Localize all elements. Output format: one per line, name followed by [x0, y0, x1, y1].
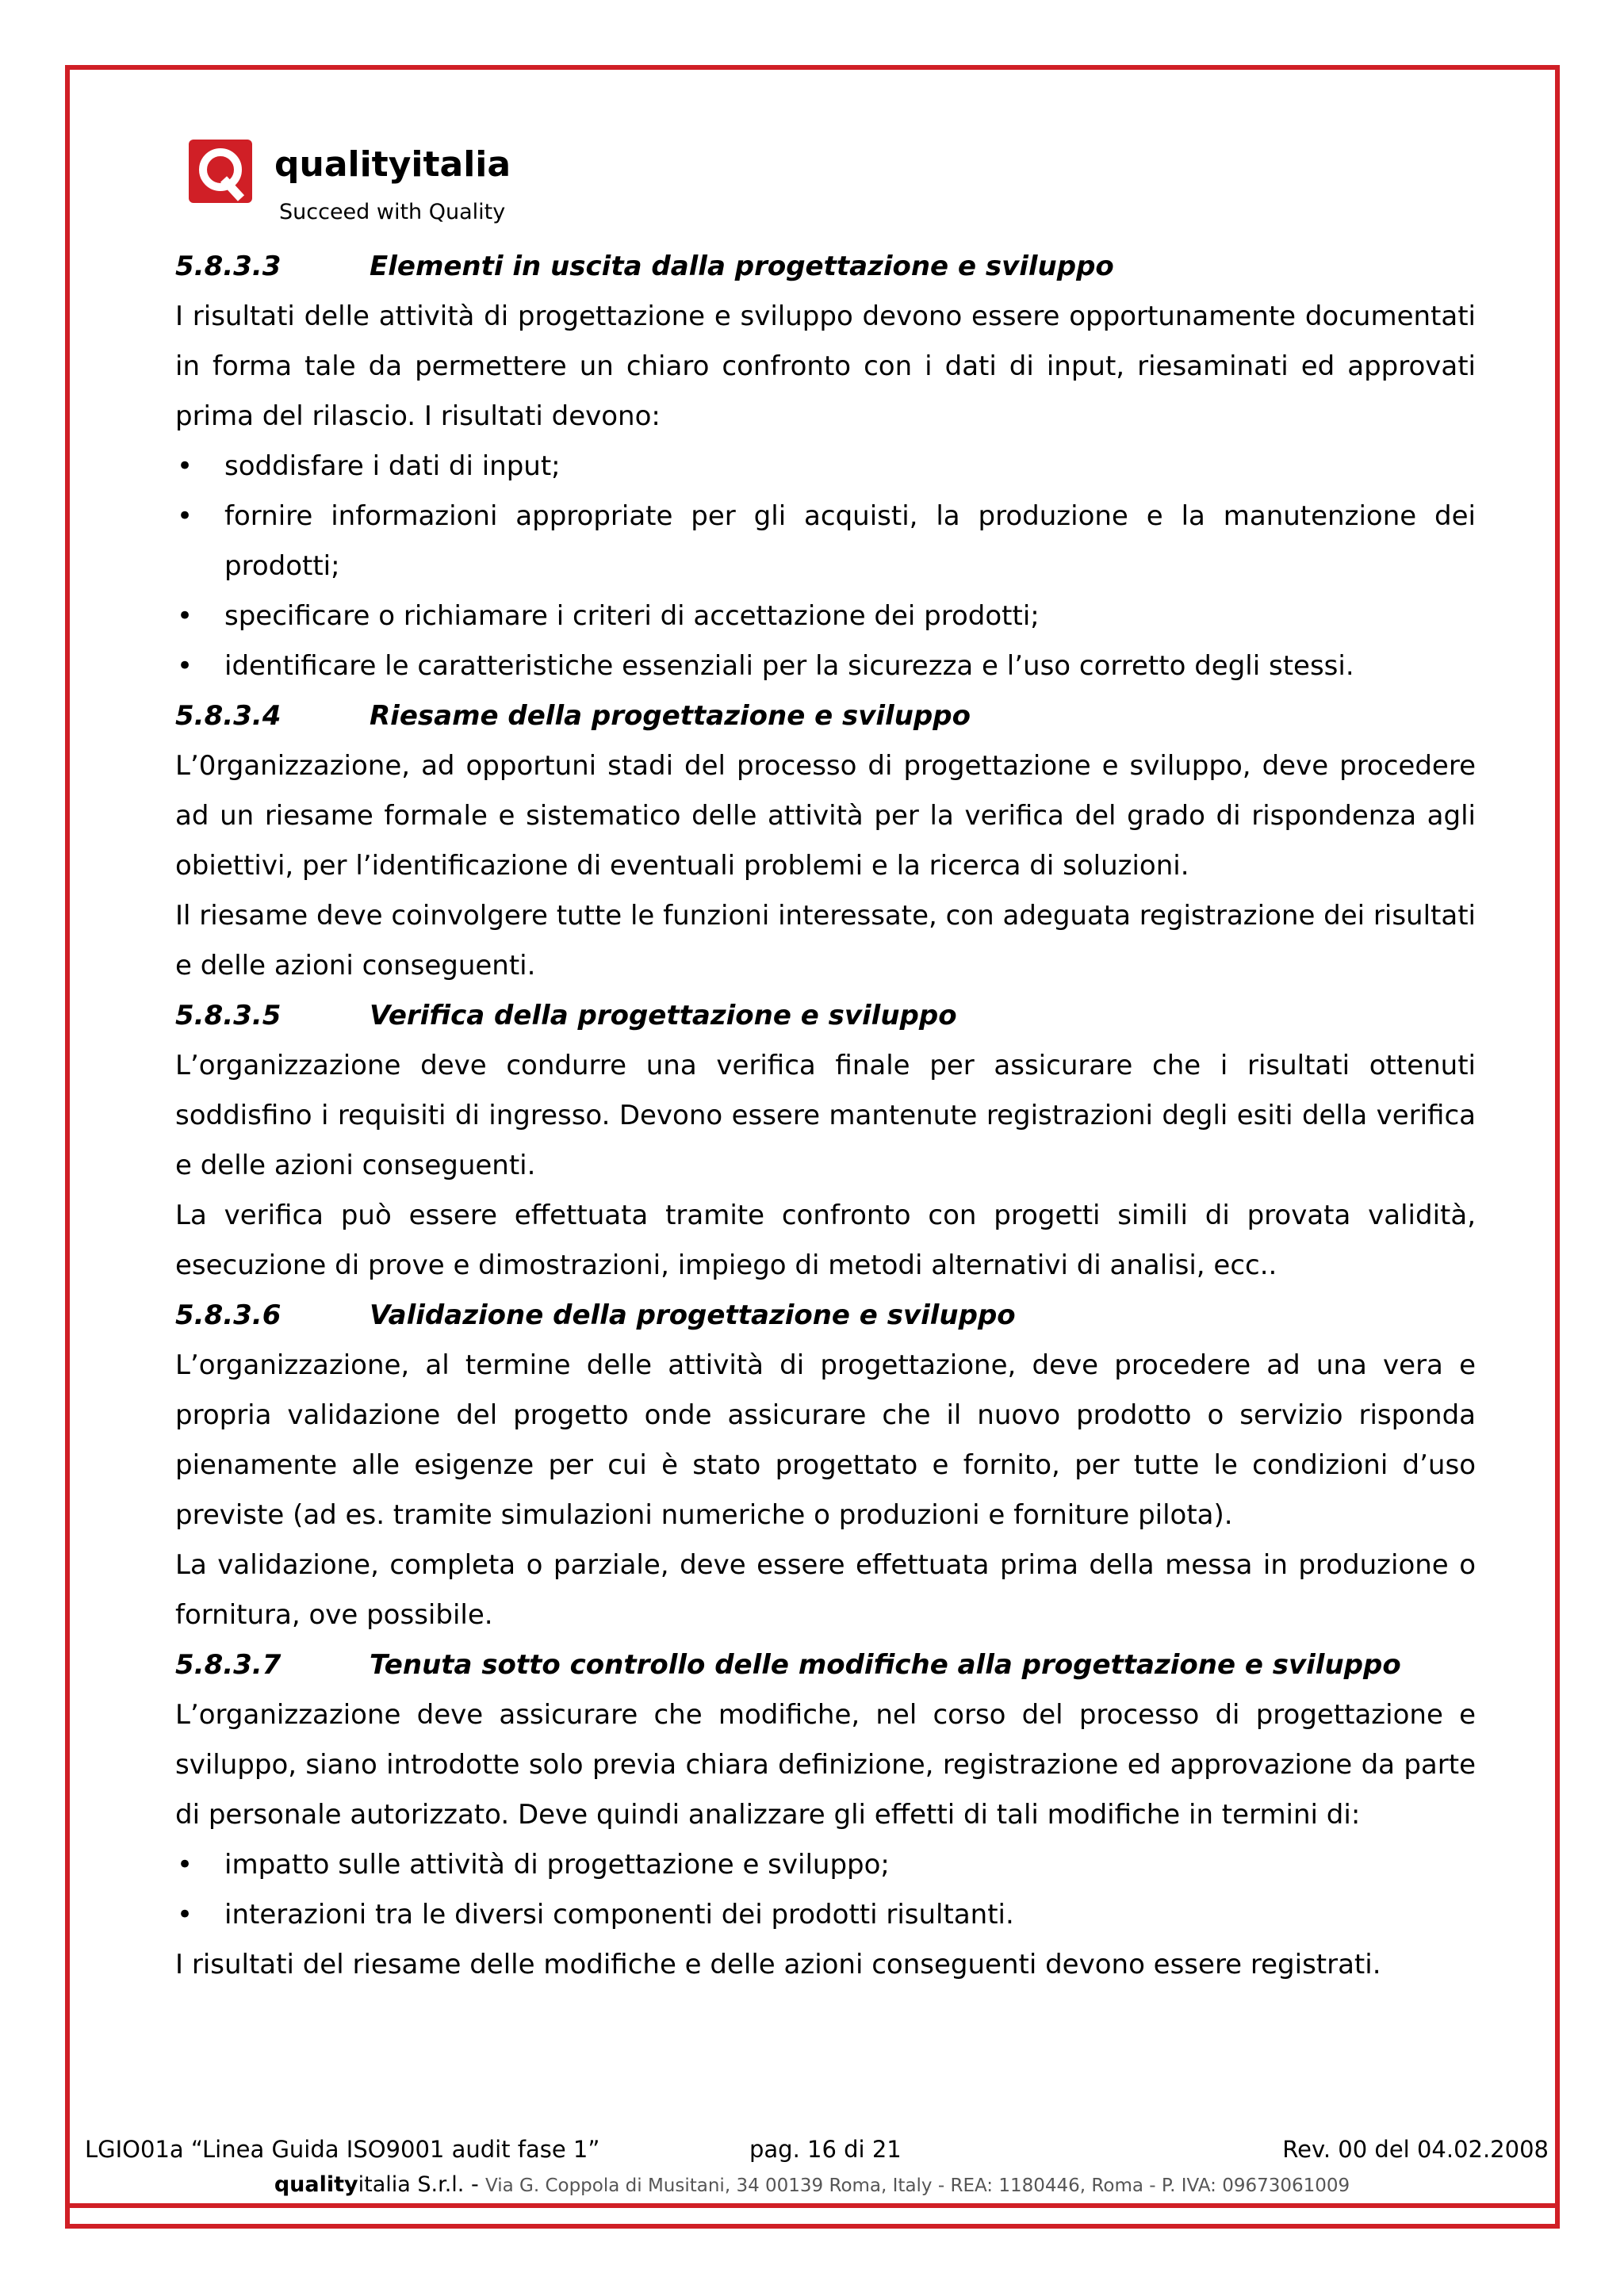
bullet-list [175, 442, 1476, 691]
section-heading [175, 242, 1476, 292]
list-item [175, 1890, 1476, 1940]
section-5-8-3-7 [175, 1640, 1476, 1990]
paragraph: L’organizzazione, al termine delle attività di progettazione, deve procedere ad una vera e propria validazione del progetto onde assicurare che il nuovo prodotto o servizio risponda pienamente alle esigenze per cui è stato progettato e fornito, per tutte le condizioni d’uso previste (ad es. tramite simulazioni numeriche o produzioni e forniture pilota). [175, 1349, 1476, 1531]
section-number: 5.8.3.4 [175, 700, 282, 732]
section-5-8-3-4 [175, 691, 1476, 991]
list-item [175, 591, 1476, 641]
list-item-text: specificare o richiamare i criteri di accettazione dei prodotti; [224, 600, 1040, 632]
section-5-8-3-5 [175, 991, 1476, 1291]
paragraph: L’0rganizzazione, ad opportuni stadi del processo di progettazione e sviluppo, deve procedere ad un riesame formale e sistematico delle attività per la verifica del grado di rispondenza agli obiettivi, per l’identificazione di eventuali problemi e la ricerca di soluzioni. [175, 750, 1476, 882]
footer-document-title: LGIO01a “Linea Guida ISO9001 audit fase 1” [85, 2136, 600, 2163]
bullet-icon: • [177, 500, 193, 532]
list-item-text: impatto sulle attività di progettazione e sviluppo; [224, 1849, 890, 1881]
brand-tagline: Succeed with Quality [279, 200, 506, 224]
section-number: 5.8.3.6 [175, 1299, 282, 1331]
bullet-icon: • [177, 1899, 193, 1931]
bullet-list [175, 1840, 1476, 1940]
section-number: 5.8.3.3 [175, 251, 282, 282]
footer-company-bold: quality [274, 2172, 358, 2197]
footer-page-number: pag. 16 di 21 [749, 2136, 902, 2163]
section-title: Tenuta sotto controllo delle modifiche alla progettazione e sviluppo [370, 1649, 1401, 1681]
list-item [175, 641, 1476, 691]
section-title: Validazione della progettazione e sviluppo [370, 1299, 1016, 1331]
section-title: Elementi in uscita dalla progettazione e sviluppo [370, 251, 1114, 282]
section-title: Riesame della progettazione e sviluppo [370, 700, 971, 732]
document-body [175, 242, 1476, 1990]
paragraph: L’organizzazione deve assicurare che modifiche, nel corso del processo di progettazione e sviluppo, siano introdotte solo previa chiara definizione, registrazione ed approvazione da parte di personale autorizzato. Deve quindi analizzare gli effetti di tali modifiche in termini di: [175, 1699, 1476, 1831]
paragraph: Il riesame deve coinvolgere tutte le funzioni interessate, con adeguata registrazione dei risultati e delle azioni conseguenti. [175, 900, 1476, 982]
section-number: 5.8.3.5 [175, 1000, 282, 1031]
paragraph: La verifica può essere effettuata tramite confronto con progetti simili di provata validità, esecuzione di prove e dimostrazioni, impiego di metodi alternativi di analisi, ecc.. [175, 1200, 1476, 1281]
section-heading [175, 991, 1476, 1041]
list-item-text: identificare le caratteristiche essenziali per la sicurezza e l’uso corretto degli stessi. [224, 650, 1354, 682]
section-heading [175, 1640, 1476, 1690]
section-number: 5.8.3.7 [175, 1649, 282, 1681]
list-item-text: soddisfare i dati di input; [224, 450, 561, 482]
list-item [175, 492, 1476, 591]
section-5-8-3-3 [175, 242, 1476, 691]
section-5-8-3-6 [175, 1291, 1476, 1640]
section-heading [175, 691, 1476, 741]
footer-divider [70, 2203, 1555, 2208]
bullet-icon: • [177, 600, 193, 632]
bullet-icon: • [177, 450, 193, 482]
brand-name: qualityitalia [274, 144, 511, 185]
list-item-text: interazioni tra le diversi componenti dei prodotti risultanti. [224, 1899, 1014, 1931]
footer-address: Via G. Coppola di Musitani, 34 00139 Roma, Italy - REA: 1180446, Roma - P. IVA: 09673061009 [485, 2175, 1350, 2196]
footer-company-rest: italia S.r.l. - [358, 2172, 479, 2197]
paragraph: L’organizzazione deve condurre una verifica finale per assicurare che i risultati ottenuti soddisfino i requisiti di ingresso. Devono essere mantenute registrazioni degli esiti della verifica e delle azioni conseguenti. [175, 1050, 1476, 1181]
bullet-icon: • [177, 1849, 193, 1881]
section-heading [175, 1291, 1476, 1341]
paragraph: I risultati delle attività di progettazione e sviluppo devono essere opportunamente documentati in forma tale da permettere un chiaro confronto con i dati di input, riesaminati ed approvati prima del rilascio. I risultati devono: [175, 300, 1476, 432]
paragraph: I risultati del riesame delle modifiche e delle azioni conseguenti devono essere registrati. [175, 1949, 1381, 1980]
list-item-text: fornire informazioni appropriate per gli acquisti, la produzione e la manutenzione dei prodotti; [224, 500, 1476, 582]
footer-company [0, 2173, 1624, 2198]
paragraph: La validazione, completa o parziale, deve essere effettuata prima della messa in produzione o fornitura, ove possibile. [175, 1549, 1476, 1631]
bullet-icon: • [177, 650, 193, 682]
q-logo-icon [189, 140, 252, 203]
footer-revision: Rev. 00 del 04.02.2008 [1282, 2136, 1549, 2163]
section-title: Verifica della progettazione e sviluppo [370, 1000, 957, 1031]
list-item [175, 442, 1476, 492]
list-item [175, 1840, 1476, 1890]
